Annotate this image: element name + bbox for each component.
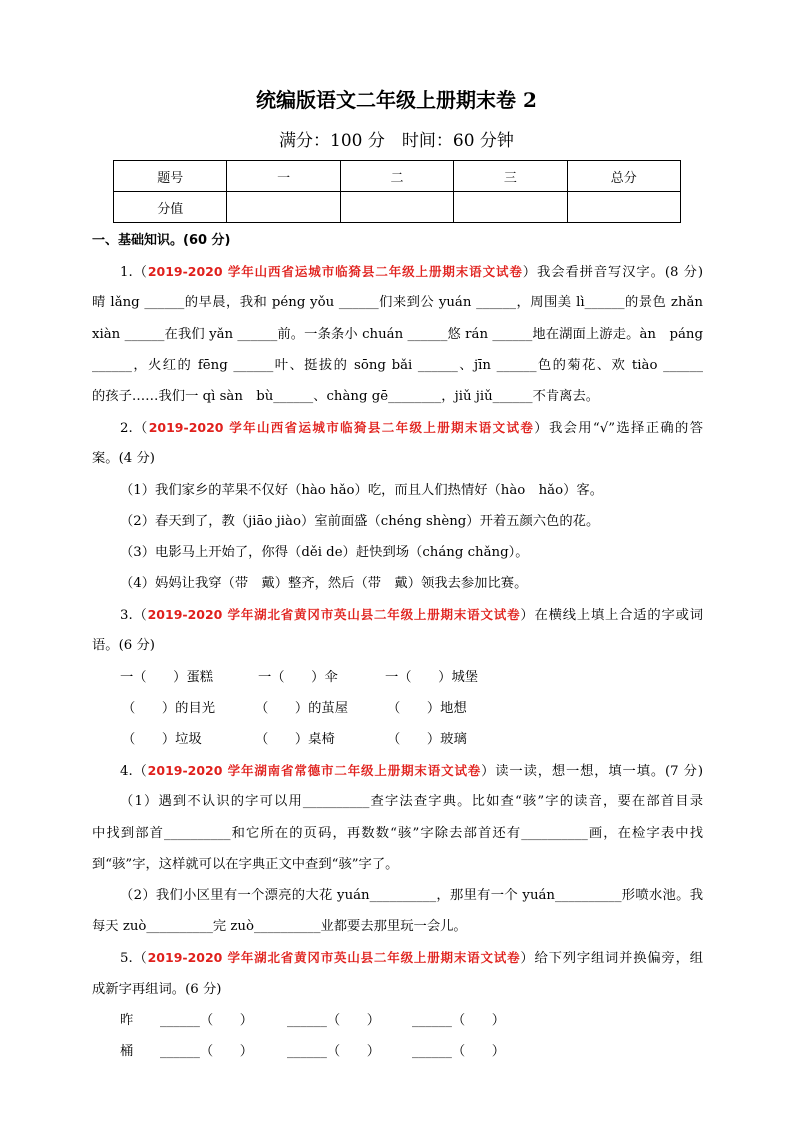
choice-item: （2）春天到了，教（jiāo jiào）室前面盛（chéng shèng）开着五颜六色的花。: [120, 513, 600, 529]
exam-info: 满分：100 分 时间：60 分钟: [279, 131, 514, 151]
fill-row: [92, 724, 703, 755]
question-source: 2019-2020 学年湖北省黄冈市英山县二年级上册期末语文试卷: [147, 607, 521, 623]
question-3: [92, 599, 703, 630]
score-cell[interactable]: [567, 192, 680, 223]
header-cell: 总分: [567, 161, 680, 192]
question-text: ）我会用“√”选择正确的答: [534, 421, 703, 437]
base-char: 昨: [120, 1012, 134, 1028]
fill-item: 一（ ）伞: [258, 669, 338, 685]
fill-item: 一（ ）城堡: [385, 669, 479, 685]
score-table: [113, 160, 681, 223]
page-title: 统编版语文二年级上册期末卷 2: [256, 88, 537, 112]
fill-row: [92, 662, 703, 693]
fill-item: 一（ ）蛋糕: [120, 669, 214, 685]
fill-item: （ ）的目光: [122, 700, 216, 716]
question-number: 3.（: [120, 608, 148, 624]
score-cell[interactable]: [454, 192, 567, 223]
word-row: [92, 1005, 703, 1036]
fill-item: （ ）地想: [387, 700, 467, 716]
question-number: 4.（: [120, 764, 148, 780]
fill-item: （ ）垃圾: [122, 732, 202, 747]
question-source: 2019-2020 学年湖南省常德市二年级上册期末语文试卷: [147, 763, 482, 779]
header-cell: 三: [454, 161, 567, 192]
text-line: 到“骇”字，这样就可以在字典正文中查到“骇”字了。: [92, 856, 399, 872]
question-number: 2.（: [120, 421, 149, 437]
header-cell: 一: [227, 161, 340, 192]
exam-body: [92, 225, 703, 1067]
question-4: [92, 755, 703, 786]
word-blank: ______（ ）: [160, 1012, 254, 1028]
base-char: 桶: [120, 1043, 134, 1059]
fill-item: （ ）玻璃: [387, 732, 467, 747]
question-number: 1.（: [120, 265, 148, 281]
text-line: ______，火红的 fēng ______叶、挺拔的 sōng bǎi ______、jīn ______色的菊花、欢 tiào ______: [92, 357, 703, 373]
text-line: 案。(4 分): [92, 451, 155, 467]
word-blank: ______（ ）: [160, 1043, 254, 1059]
text-line: 中找到部首__________和它所在的页码，再数数“骇”字除去部首还有__________画，在检字表中找: [92, 825, 703, 841]
question-2: [92, 412, 703, 443]
question-5: [92, 942, 703, 973]
choice-item: （1）我们家乡的苹果不仅好（hào hǎo）吃，而且人们热情好（hào hǎo）客。: [120, 482, 603, 498]
word-row: [92, 1036, 703, 1067]
text-line: xiàn ______在我们 yǎn ______前。一条条小 chuán ______悠 rán ______地在湖面上游走。àn páng: [92, 326, 703, 342]
score-cell[interactable]: [340, 192, 453, 223]
question-text: ）在横线上填上合适的字或词: [520, 608, 703, 624]
question-text: ）读一读，想一想，填一填。(7 分): [481, 764, 703, 780]
text-line: 的孩子……我们一 qì sàn bù______、chàng gē________，jiǔ jiǔ______不肯离去。: [92, 388, 600, 404]
word-blank: ______（ ）: [287, 1012, 381, 1028]
section-heading: 一、基础知识。(60 分): [92, 233, 231, 248]
word-blank: ______（ ）: [412, 1043, 506, 1059]
question-source: 2019-2020 学年湖北省黄冈市英山县二年级上册期末语文试卷: [147, 950, 521, 966]
header-cell: 题号: [114, 161, 227, 192]
text-line: 语。(6 分): [92, 638, 155, 654]
choice-item: （3）电影马上开始了，你得（děi de）赶快到场（cháng chǎng）。: [120, 544, 529, 560]
question-1: [92, 256, 703, 287]
question-text: ）我会看拼音写汉字。(8 分): [522, 265, 703, 281]
choice-item: （4）妈妈让我穿（带 戴）整齐，然后（带 戴）领我去参加比赛。: [120, 576, 528, 592]
question-source: 2019-2020 学年山西省运城市临猗县二年级上册期末语文试卷: [147, 264, 523, 280]
fill-item: （ ）桌椅: [255, 732, 335, 747]
header-cell: 二: [340, 161, 453, 192]
word-blank: ______（ ）: [287, 1043, 381, 1059]
text-line: 每天 zuò__________完 zuò__________业都要去那里玩一会儿。: [92, 919, 467, 935]
text-line: 晴 lǎng ______的早晨，我和 péng yǒu ______们来到公 yuán ______，周围美 lì______的景色 zhǎn: [92, 295, 703, 311]
fill-row: [92, 693, 703, 724]
text-line: （2）我们小区里有一个漂亮的大花 yuán__________，那里有一个 yuán__________形喷水池。我: [120, 887, 703, 903]
fill-item: （ ）的茧屋: [255, 700, 349, 716]
question-text: ）给下列字组词并换偏旁，组: [520, 951, 703, 967]
row-label: 分值: [114, 192, 227, 223]
word-blank: ______（ ）: [412, 1012, 506, 1028]
score-cell[interactable]: [227, 192, 340, 223]
text-line: （1）遇到不认识的字可以用__________查字法查字典。比如查“骇”字的读音，要在部首目录: [120, 794, 703, 810]
question-source: 2019-2020 学年山西省运城市临猗县二年级上册期末语文试卷: [148, 420, 535, 436]
question-number: 5.（: [120, 951, 148, 967]
text-line: 成新字再组词。(6 分): [92, 981, 222, 997]
